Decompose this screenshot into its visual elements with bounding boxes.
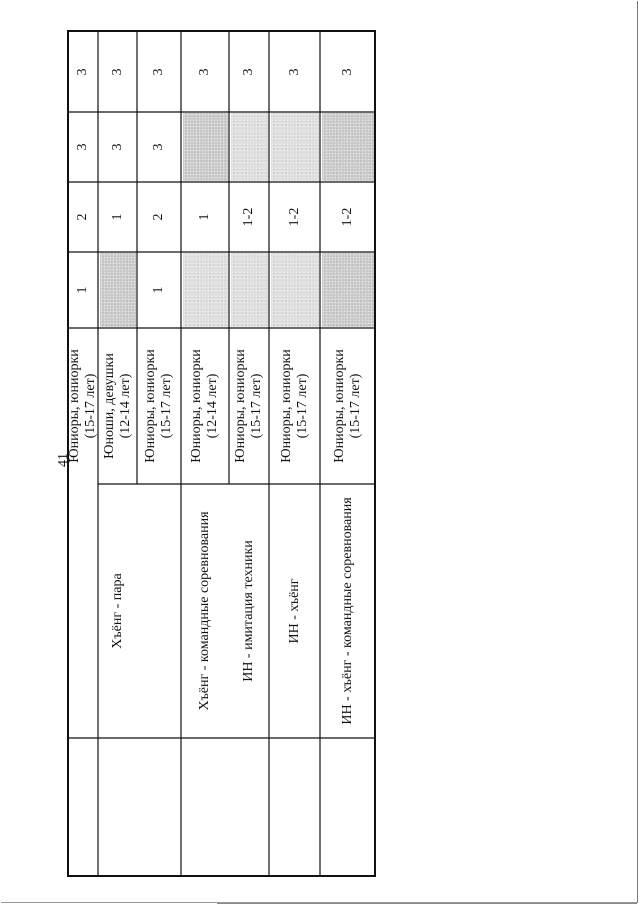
discipline-label: ИН - имитация техники — [241, 540, 256, 682]
shaded-cell — [271, 113, 319, 181]
age-group-label: Юниоры, юниорки (15-17 лет) — [67, 349, 98, 463]
table-cell — [98, 112, 137, 182]
age-group-cell — [98, 328, 137, 484]
cell-value: 1 — [109, 213, 125, 221]
cell-value: 1-2 — [286, 207, 302, 227]
cell-value: 1 — [151, 286, 166, 294]
table-cell — [181, 182, 229, 252]
shaded-cell — [231, 253, 268, 327]
age-group-label: Юниоры, юниорки (15-17 лет) — [278, 349, 310, 463]
table-cell — [137, 252, 181, 328]
cell-value: 2 — [151, 213, 166, 221]
table-cell — [98, 31, 137, 112]
shaded-cell — [271, 253, 319, 327]
cell-value: 3 — [339, 68, 355, 75]
cell-value: 3 — [75, 143, 90, 151]
cell-value: 3 — [151, 68, 166, 75]
age-group-cell — [181, 328, 229, 484]
cell-value: 1 — [75, 286, 90, 294]
discipline-cell — [181, 484, 229, 738]
age-group-label: Юниоры, юниорки (12-14 лет) — [189, 349, 220, 463]
cell-value: 3 — [197, 68, 212, 75]
table-cell — [137, 182, 181, 252]
age-group-label: Юноши, девушки (12-14 лет) — [101, 353, 133, 459]
cell-value: 1 — [197, 213, 212, 221]
discipline-cell — [269, 484, 320, 738]
discipline-cell — [320, 484, 375, 738]
table-cell — [68, 112, 98, 182]
cell-value: 3 — [109, 68, 125, 75]
age-group-cell — [137, 328, 181, 484]
discipline-cell — [229, 484, 269, 738]
cell-value: 3 — [286, 68, 302, 75]
table-cell — [229, 182, 269, 252]
table-cell — [269, 31, 320, 112]
age-group-cell — [229, 328, 269, 484]
scan-edge-line — [217, 903, 637, 904]
table-cell — [137, 112, 181, 182]
shaded-cell — [100, 253, 136, 327]
discipline-cell — [98, 484, 137, 738]
cell-value: 1-2 — [339, 207, 355, 227]
cell-value: 3 — [109, 143, 125, 151]
table-cell — [68, 252, 98, 328]
age-group-label: Юниоры, юниорки (15-17 лет) — [233, 349, 264, 463]
shaded-cell — [183, 113, 228, 181]
table-cell — [320, 182, 375, 252]
shaded-cell — [183, 253, 228, 327]
table-cell — [98, 182, 137, 252]
table-cell — [269, 182, 320, 252]
page-number-text: 41 — [56, 453, 71, 467]
cell-value: 3 — [75, 68, 90, 75]
discipline-label: ИН - хъёнг - командные соревнования — [339, 497, 355, 725]
table-cell — [68, 31, 98, 112]
table-cell — [137, 31, 181, 112]
shaded-cell — [231, 113, 268, 181]
age-group-cell — [269, 328, 320, 484]
table-cell — [68, 182, 98, 252]
age-group-label: Юниоры, юниорки (15-17 лет) — [331, 349, 363, 463]
shaded-cell — [322, 253, 374, 327]
age-group-label: Юниоры, юниорки (15-17 лет) — [143, 349, 174, 463]
table-cell — [181, 31, 229, 112]
cell-value: 3 — [151, 143, 166, 151]
cell-value: 2 — [75, 213, 90, 221]
discipline-label: Хъёнг - командные соревнования — [197, 511, 212, 711]
discipline-label: Хъёнг - пара — [109, 573, 125, 649]
age-group-cell — [320, 328, 375, 484]
age-group-cell — [68, 328, 98, 484]
discipline-label: ИН - хъёнг — [286, 578, 302, 644]
cell-value: 3 — [241, 68, 256, 75]
table-cell — [229, 31, 269, 112]
cell-value: 1-2 — [241, 207, 256, 227]
table-cell — [320, 31, 375, 112]
shaded-cell — [322, 113, 374, 181]
